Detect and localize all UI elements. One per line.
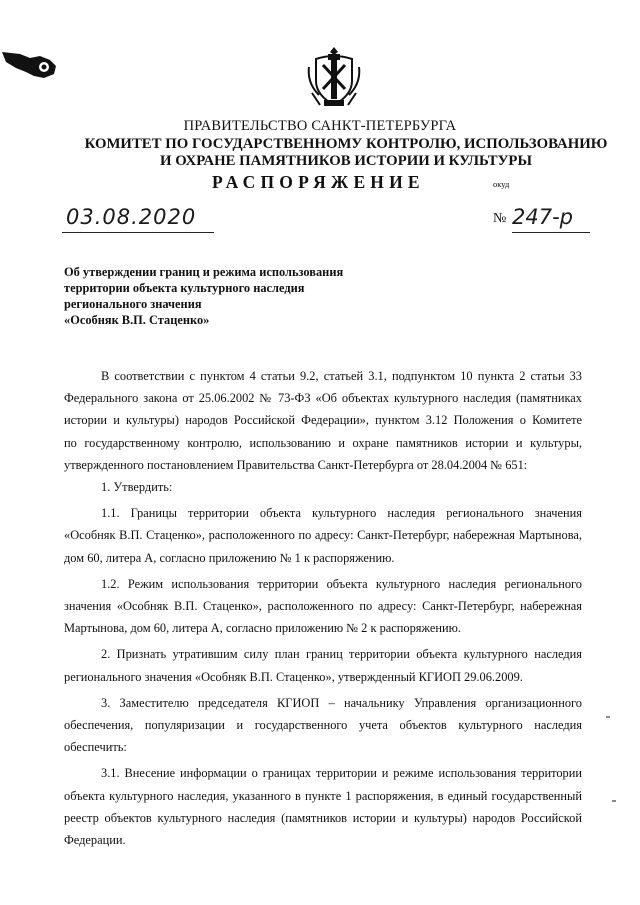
committee-title [60,136,632,170]
document-body [64,365,582,851]
body-line: 1.1. Границы территории объекта культурного наследия регионального значения [101,506,582,521]
okud-label: окуд [493,179,510,189]
body-line: истории и культуры) народов Российской Федерации», пунктом 3.12 Положения о Комитете [64,413,582,428]
body-line: Мартынова, дом 60, литера А, согласно приложению № 2 к распоряжению. [64,621,462,636]
subject-line: «Особняк В.П. Стаценко» [64,313,210,327]
body-line: 2. Признать утратившим силу план границ территории объекта культурного наследия [101,647,582,662]
paragraph-3 [64,692,582,759]
scan-artifact [612,800,616,802]
subject-line: Об утверждении границ и режима использования [64,265,344,279]
body-line: обеспечения, популяризации и государственного учета объектов культурного наследия [64,718,582,733]
date-underline [62,232,214,233]
ink-blot-mark [0,40,58,80]
body-line: 3. Заместителю председателя КГИОП – начальнику Управления организационного [101,695,582,710]
body-line: В соответствии с пунктом 4 статьи 9.2, статьей 3.1, подпунктом 10 пункта 2 статьи 33 [101,369,582,383]
committee-title-line: КОМИТЕТ ПО ГОСУДАРСТВЕННОМУ КОНТРОЛЮ, ИСПОЛЬЗОВАНИЮ [84,136,608,152]
body-line: 1.2. Режим использования территории объекта культурного наследия регионального [101,576,582,591]
paragraph-3-1 [64,762,582,851]
scan-artifact [606,716,610,718]
paragraph-1-2 [64,573,582,640]
committee-title-line: И ОХРАНЕ ПАМЯТНИКОВ ИСТОРИИ И КУЛЬТУРЫ [159,153,532,169]
body-line: обеспечить: [64,740,127,755]
body-line: «Особняк В.П. Стаценко», расположенного по адресу: Санкт-Петербург, набережная Мартынова, [64,528,582,543]
coat-of-arms-emblem [306,45,362,109]
document-subject [64,264,404,328]
body-line: значения «Особняк В.П. Стаценко», расположенного по адресу: Санкт-Петербург, набережная [64,599,582,614]
body-line: утвержденного постановлением Правительства Санкт-Петербурга от 28.04.2004 № 651: [64,457,528,472]
body-line: регионального значения «Особняк В.П. Стаценко», утвержденный КГИОП 29.06.2009. [64,669,523,684]
paragraph-1-1 [64,502,582,569]
subject-line: регионального значения [64,297,202,311]
government-title: ПРАВИТЕЛЬСТВО САНКТ-ПЕТЕРБУРГА [183,118,457,134]
body-line: Федерального закона от 25.06.2002 № 73-ФЗ «Об объектах культурного наследия (памятниках [64,391,582,406]
body-line: по государственному контролю, использованию и охране памятников истории и культуры, [64,435,582,450]
body-line: дом 60, литера А, согласно приложению № 1 к распоряжению. [64,550,395,565]
body-line: Федерации. [64,833,126,848]
paragraph-1 [64,476,582,498]
handwritten-date: 03.08.2020 [66,205,197,229]
number-underline [512,232,590,233]
body-line: 3.1. Внесение информации о границах территории и режиме использования территории [101,766,582,781]
body-line: объекта культурного наследия, указанного в пункте 1 распоряжения, в единый государственный [64,788,582,803]
paragraph-2 [64,643,582,687]
subject-line: территории объекта культурного наследия [64,281,305,295]
document-type: РАСПОРЯЖЕНИЕ [212,172,425,192]
body-line: реестр объектов культурного наследия (памятников истории и культуры) народов Российской [64,810,582,825]
body-line: 1. Утвердить: [101,480,173,495]
handwritten-number: 247-р [512,205,573,229]
paragraph-preamble [64,365,582,476]
number-sign: № [493,211,507,226]
